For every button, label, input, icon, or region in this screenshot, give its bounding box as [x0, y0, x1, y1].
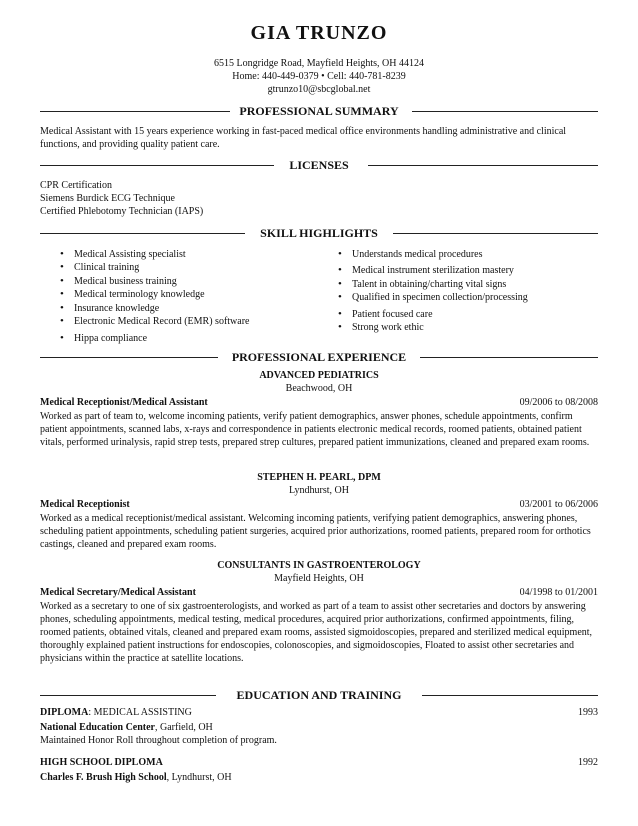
education-entry: [40, 706, 598, 747]
job-description: Worked as a medical receptionist/medical assistant. Welcoming incoming patients, verifying patient demographics, answering phones, scheduling patient appointments, scheduling patient surgeries, acquired prior authorizations, roomed patients, prepared room for orthotics castings, cleaned and prepared exam rooms.: [40, 513, 591, 550]
bullet-icon: •: [60, 288, 64, 301]
job-location: Lyndhurst, OH: [289, 485, 349, 496]
section-education-heading: [40, 688, 598, 702]
license-item: Certified Phlebotomy Technician (IAPS): [40, 206, 204, 217]
edu-degree: HIGH SCHOOL DIPLOMA: [40, 757, 163, 768]
bullet-icon: •: [338, 277, 342, 290]
job-location: Mayfield Heights, OH: [274, 573, 364, 584]
section-skills-heading: [40, 226, 598, 240]
list-item: • Electronic Medical Record (EMR) software: [60, 314, 250, 327]
list-item: • Patient focused care: [338, 307, 433, 320]
edu-school: Charles F. Brush High School: [40, 772, 167, 783]
education-entry: [40, 756, 598, 784]
section-title: LICENSES: [281, 158, 356, 172]
bullet-icon: •: [338, 291, 342, 304]
section-summary-heading: [40, 104, 598, 118]
job-header: [40, 586, 598, 599]
skills-right-list: [338, 248, 596, 334]
job-header: [40, 498, 598, 511]
bullet-icon: •: [338, 248, 342, 260]
bullet-icon: •: [60, 248, 64, 260]
job-header: [40, 396, 598, 409]
list-item: • Medical Assisting specialist: [60, 248, 186, 260]
section-title: PROFESSIONAL EXPERIENCE: [224, 350, 414, 364]
bullet-icon: •: [60, 332, 64, 345]
job-location: Beachwood, OH: [285, 383, 353, 394]
edu-school-location: , Garfield, OH: [155, 722, 213, 733]
bullet-icon: •: [60, 274, 64, 287]
bullet-icon: •: [338, 320, 342, 333]
contact-email: gtrunzo10@sbcglobal.net: [267, 84, 371, 95]
section-experience-heading: [40, 350, 598, 364]
edu-field: : MEDICAL ASSISTING: [88, 707, 192, 718]
edu-school: National Education Center: [40, 722, 155, 733]
contact-phones: Home: 440-449-0379 • Cell: 440-781-8239: [232, 71, 406, 82]
edu-year: 1993: [578, 707, 598, 718]
bullet-icon: •: [338, 264, 342, 277]
list-item: • Strong work ethic: [338, 320, 424, 333]
contact-address: 6515 Longridge Road, Mayfield Heights, OH 44124: [214, 58, 424, 69]
job-company: STEPHEN H. PEARL, DPM: [257, 472, 381, 483]
bullet-icon: •: [338, 307, 342, 320]
job-role: Medical Receptionist/Medical Assistant: [40, 397, 208, 408]
list-item: • Talent in obtaining/charting vital signs: [338, 277, 507, 290]
list-item: • Clinical training: [60, 261, 140, 274]
candidate-name: GIA TRUNZO: [250, 22, 388, 44]
job-description: Worked as part of team to, welcome incoming patients, verify patient demographics, answer phones, schedule appointments, confirm patient appointments, scanned labs, x-rays and correspondence in patients electronic medical records, roomed patients, obtained patient vitals, performed urinalysis, rapid strep tests, prepared strep cultures, prepared patient immunizations, cleaned and prepared exam rooms.: [40, 411, 590, 448]
job-role: Medical Receptionist: [40, 499, 130, 510]
skills-left-list: [60, 248, 330, 346]
section-licenses-heading: [40, 158, 598, 172]
section-title: EDUCATION AND TRAINING: [229, 688, 410, 702]
license-item: CPR Certification: [40, 180, 112, 191]
edu-note: Maintained Honor Roll throughout completion of program.: [40, 735, 277, 746]
summary-text: Medical Assistant with 15 years experience working in fast-paced medical office environments handling administrative and clinical functions, and providing quality patient care.: [40, 126, 567, 150]
job-description: Worked as a secretary to one of six gastroenterologists, and worked as part of a team to assist other secretaries and doctors by answering phones, scheduling appointments, medical testing, medical procedures, acquired prior authorizations, confirmed appointments, filing, roomed patients, obtained vitals, cleaned and prepared exam rooms, assisted sigmoidoscopies, prepared and sterilized medical equipment, thoroughly explained patient instructions for endoscopies, colonoscopies, and sigmoidoscopies, Floated to assist other secretaries and physicians within the practice at satellite locations.: [40, 601, 593, 664]
job-role: Medical Secretary/Medical Assistant: [40, 587, 196, 598]
section-title: SKILL HIGHLIGHTS: [252, 226, 386, 240]
license-item: Siemens Burdick ECG Technique: [40, 193, 175, 204]
job-dates: 04/1998 to 01/2001: [519, 587, 598, 598]
bullet-icon: •: [60, 301, 64, 314]
job-company: CONSULTANTS IN GASTROENTEROLOGY: [217, 560, 421, 571]
section-title: PROFESSIONAL SUMMARY: [231, 104, 406, 118]
job-dates: 03/2001 to 06/2006: [519, 499, 598, 510]
job-dates: 09/2006 to 08/2008: [519, 397, 598, 408]
bullet-icon: •: [60, 314, 64, 327]
list-item: • Understands medical procedures: [338, 248, 483, 260]
list-item: • Medical instrument sterilization mastery: [338, 264, 514, 277]
list-item: • Medical business training: [60, 274, 177, 287]
list-item: • Qualified in specimen collection/processing: [338, 291, 528, 304]
edu-year: 1992: [578, 757, 598, 768]
job-company: ADVANCED PEDIATRICS: [259, 370, 379, 381]
list-item: • Hippa compliance: [60, 332, 148, 345]
edu-school-location: , Lyndhurst, OH: [166, 772, 232, 783]
edu-degree: DIPLOMA: [40, 707, 89, 718]
bullet-icon: •: [60, 261, 64, 274]
list-item: • Medical terminology knowledge: [60, 288, 205, 301]
list-item: • Insurance knowledge: [60, 301, 160, 314]
